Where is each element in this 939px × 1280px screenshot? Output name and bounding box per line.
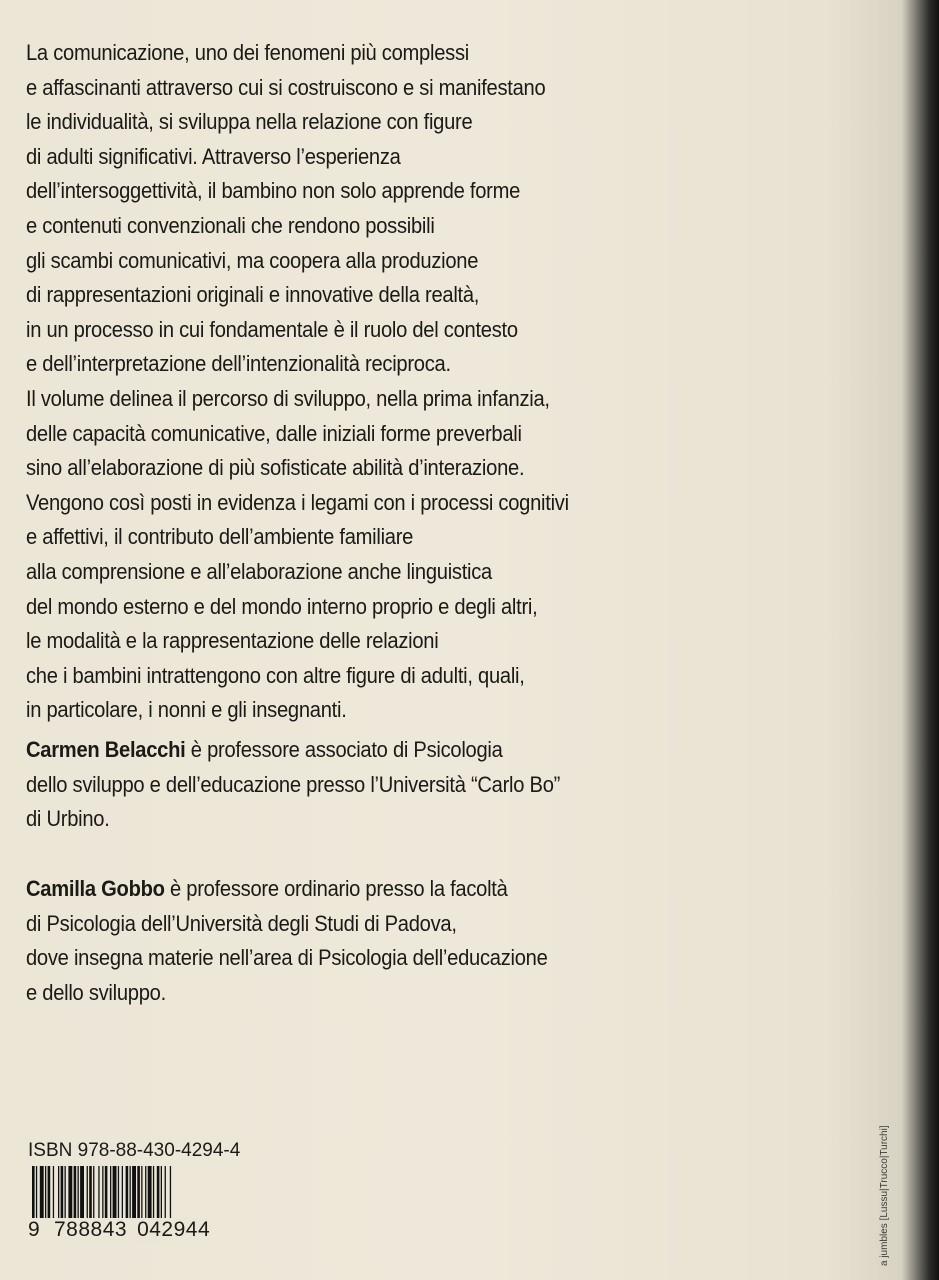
barcode-bar (148, 1166, 152, 1218)
barcode-bar (132, 1166, 136, 1218)
barcode-bar (165, 1166, 166, 1218)
description-line: delle capacità comunicative, dalle iniziali forme preverbali (26, 420, 522, 446)
author-bio-text: è professore ordinario presso la facoltà (164, 876, 508, 901)
description-line: in particolare, i nonni e gli insegnanti. (26, 697, 347, 723)
description-line: gli scambi comunicativi, ma coopera alla produzione (26, 247, 479, 273)
description-line: dell’intersoggettività, il bambino non solo apprende forme (26, 178, 521, 204)
author-bio-line: di Psicologia dell’Università degli Studi di Padova, (26, 910, 457, 936)
barcode-bar (153, 1166, 154, 1218)
barcode-bar (68, 1166, 72, 1218)
barcode-digit-group: 042944 (137, 1218, 211, 1241)
barcode-bar (74, 1166, 77, 1218)
author-bio-line: dove insegna materie nell’area di Psicologia dell’educazione (26, 945, 548, 971)
author-name: Carmen Belacchi (26, 737, 186, 762)
description-line: del mondo esterno e del mondo interno proprio e degli altri, (26, 593, 538, 619)
description-line: le individualità, si sviluppa nella relazione con figure (26, 109, 473, 135)
description-line: le modalità e la rappresentazione delle relazioni (26, 628, 439, 654)
description-line: di rappresentazioni originali e innovative della realtà, (26, 282, 480, 308)
description-line: Il volume delinea il percorso di sviluppo, nella prima infanzia, (26, 385, 550, 411)
barcode-bar (80, 1166, 84, 1218)
barcode-bar (113, 1166, 117, 1218)
description-line: e affascinanti attraverso cui si costruiscono e si manifestano (26, 74, 546, 100)
barcode-bar (45, 1166, 46, 1218)
barcode-digit-group: 788843 (54, 1218, 128, 1241)
book-description (26, 36, 809, 728)
barcode-bar (118, 1166, 119, 1218)
barcode-bar (53, 1166, 54, 1218)
barcode-digits (28, 1214, 228, 1242)
barcode-bar (110, 1166, 111, 1218)
barcode-bar (40, 1166, 44, 1218)
isbn-label: ISBN 978-88-430-4294-4 (28, 1140, 241, 1161)
author-bio-text: è professore associato di Psicologia (185, 737, 503, 762)
barcode-bar (48, 1166, 51, 1218)
author-bio-line (26, 733, 809, 768)
barcode-bar (61, 1166, 64, 1218)
author-bio-line (26, 872, 809, 907)
description-line: di adulti significativi. Attraverso l’esperienza (26, 143, 401, 169)
description-line: in un processo in cui fondamentale è il ruolo del contesto (26, 316, 518, 342)
barcode-bar (161, 1166, 162, 1218)
barcode-bar (58, 1166, 59, 1218)
author-bio-belacchi (26, 733, 809, 837)
barcode-bar (126, 1166, 129, 1218)
barcode-bar (65, 1166, 66, 1218)
author-bio-gobbo (26, 872, 809, 1010)
barcode-bar (78, 1166, 79, 1218)
barcode-bar (122, 1166, 123, 1218)
barcode-bar (93, 1166, 94, 1218)
description-line: sino all’elaborazione di più sofisticate abilità d’interazione. (26, 455, 525, 481)
barcode-bar (145, 1166, 146, 1218)
barcode-bar (87, 1166, 88, 1218)
author-bio-line: dello sviluppo e dell’educazione presso l’Università “Carlo Bo” (26, 771, 561, 797)
author-name: Camilla Gobbo (26, 876, 165, 901)
barcode-bar (98, 1166, 99, 1218)
description-line: La comunicazione, uno dei fenomeni più complessi (26, 40, 469, 65)
description-line: e contenuti convenzionali che rendono possibili (26, 212, 435, 238)
barcode-lead-digit: 9 (28, 1218, 48, 1242)
description-line: alla comprensione e all’elaborazione anche linguistica (26, 558, 493, 584)
barcode-bar (141, 1166, 142, 1218)
design-credit: a jumbles [Lussu|Trucco|Turchi] (879, 1125, 890, 1266)
barcode-bar (157, 1166, 160, 1218)
description-line: e dell’interpretazione dell’intenzionalità reciproca. (26, 351, 451, 377)
barcode-bar (89, 1166, 92, 1218)
barcode-bar (130, 1166, 131, 1218)
description-line: e affettivi, il contributo dell’ambiente familiare (26, 524, 414, 550)
barcode-bar (137, 1166, 140, 1218)
author-bio-line: di Urbino. (26, 806, 110, 832)
author-bio-line: e dello sviluppo. (26, 979, 166, 1005)
description-line: Vengono così posti in evidenza i legami con i processi cognitivi (26, 489, 569, 515)
description-line: che i bambini intrattengono con altre figure di adulti, quali, (26, 662, 525, 688)
